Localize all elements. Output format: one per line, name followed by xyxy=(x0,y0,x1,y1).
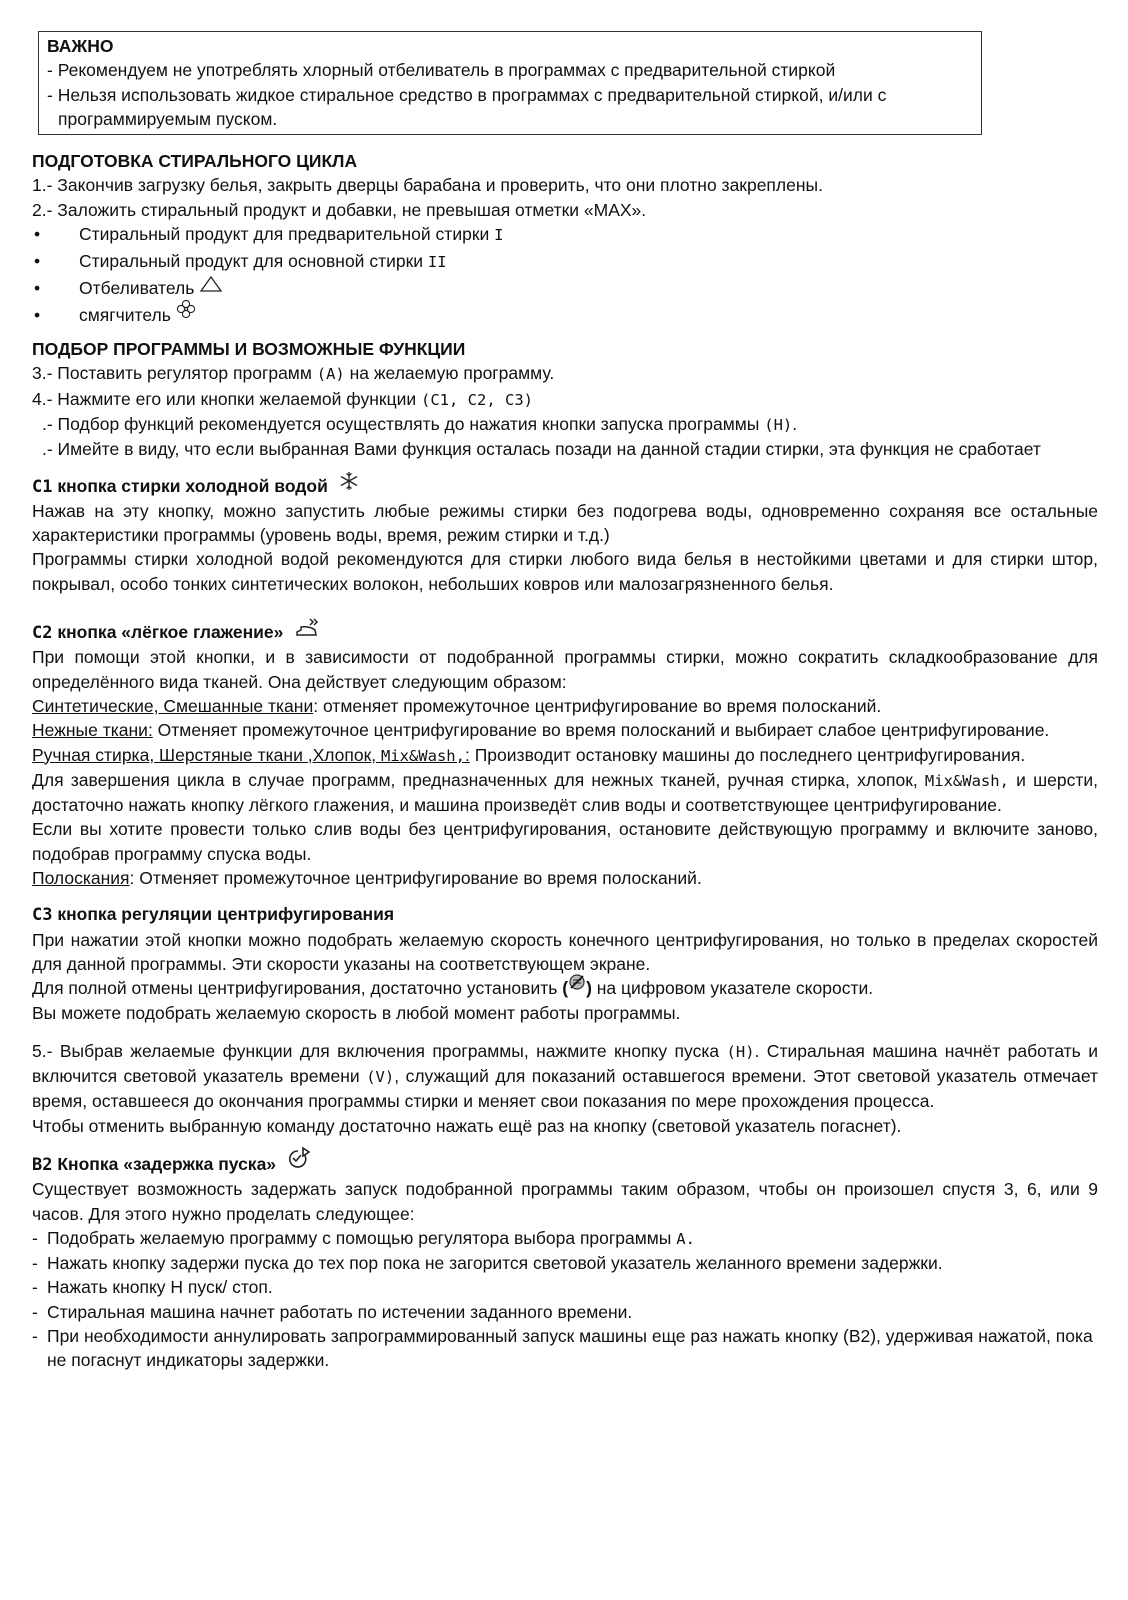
important-line: - Рекомендуем не употреблять хлорный отбеливатель в программах с предварительной стиркой xyxy=(47,60,836,81)
list-item: - При необходимости аннулировать запрограммированный запуск машины еще раз нажать кнопку (B2), удерживая нажатой, пока не погаснут индикаторы задержки. xyxy=(32,1326,1093,1371)
paragraph: Ручная стирка, Шерстяные ткани ,Хлопок, Mix&Wash,: Производит остановку машины до последнего центрифугирования. xyxy=(32,744,1026,765)
no-spin-icon xyxy=(568,973,586,991)
paragraph: Программы стирки холодной водой рекомендуются для стирки любого вида белья в нестойкими цветами и для стирки штор, покрывал, особо тонких синтетических волокон, небольших ковров или малозагрязненного белья. xyxy=(32,549,1098,594)
note-text: .- Подбор функций рекомендуется осуществлять до нажатия кнопки запуска программы (H). xyxy=(42,413,798,434)
c1-section xyxy=(32,474,1098,596)
step-text: 1.- Закончив загрузку белья, закрыть дверцы барабана и проверить, что они плотно закреплены. xyxy=(32,175,823,196)
paragraph: Вы можете подобрать желаемую скорость в любой момент работы программы. xyxy=(32,1002,681,1023)
select-section xyxy=(32,337,1098,461)
paragraph: 5.- Выбрав желаемые функции для включения программы, нажмите кнопку пуска (H). Стиральная машина начнёт работать и включится световой указатель времени (V), служащий для показаний оставшегося времени. Этот световой указатель отмечает время, оставшееся до окончания программы стирки и меняет свои показания по мере прохождения процесса. xyxy=(32,1040,1098,1112)
bullet-text: Отбеливатель xyxy=(79,278,195,299)
c2-heading: C2 кнопка «лёгкое глажение» xyxy=(32,620,1098,645)
list-item: - Нажать кнопку H пуск/ стоп. xyxy=(32,1277,273,1298)
paragraph: Существует возможность задержать запуск подобранной программы таким образом, чтобы он произошел спустя 3, 6, или 9 часов. Для этого нужно проделать следующее: xyxy=(32,1179,1098,1224)
delay-start-icon xyxy=(286,1146,312,1170)
section-title: ПОДБОР ПРОГРАММЫ И ВОЗМОЖНЫЕ ФУНКЦИИ xyxy=(32,339,466,360)
compartment-mark: I xyxy=(494,226,504,245)
paragraph: При помощи этой кнопки, и в зависимости от подобранной программы стирки, можно сократить складкообразование для определённого вида тканей. Она действует следующим образом: xyxy=(32,647,1098,692)
step-text: 2.- Заложить стиральный продукт и добавки, не превышая отметки «MAX». xyxy=(32,199,647,220)
paragraph: Полоскания: Отменяет промежуточное центрифугирование во время полосканий. xyxy=(32,868,702,889)
paragraph: Синтетические, Смешанные ткани: отменяет промежуточное центрифугирование во время полосканий. xyxy=(32,695,882,716)
b2-section xyxy=(32,1152,1098,1373)
important-title: ВАЖНО xyxy=(47,36,114,56)
bullet-item xyxy=(32,222,1098,249)
paragraph: При нажатии этой кнопки можно подобрать желаемую скорость конечного центрифугирования, но только в пределах скоростей для данной программы. Эти скорости указаны на соответствующем экране. xyxy=(32,929,1098,974)
flower-icon xyxy=(176,299,196,319)
b2-heading: B2 Кнопка «задержка пуска» xyxy=(32,1152,1098,1177)
snowflake-icon xyxy=(339,471,359,491)
prep-section xyxy=(32,149,1098,330)
compartment-mark: II xyxy=(427,253,447,272)
c1-heading: C1 кнопка стирки холодной водой xyxy=(32,474,1098,499)
bullet-icon: • xyxy=(34,278,41,299)
bullet-icon: • xyxy=(34,305,41,326)
paragraph: Для завершения цикла в случае программ, предназначенных для нежных тканей, ручная стирка, хлопок, Mix&Wash, и шерсти, достаточно нажать кнопку лёгкого глажения, и машина произведёт слив воды и соответствующее центрифугирование. xyxy=(32,769,1098,816)
step-text: 4.- Нажмите его или кнопки желаемой функции (C1, C2, C3) xyxy=(32,388,533,409)
bullet-text: Стиральный продукт для предварительной стирки xyxy=(79,224,490,245)
paragraph: Чтобы отменить выбранную команду достаточно нажать ещё раз на кнопку (световой указатель погаснет). xyxy=(32,1115,902,1136)
list-item: - Подобрать желаемую программу с помощью регулятора выбора программы A. xyxy=(32,1227,695,1248)
bullet-text: смягчитель xyxy=(79,305,171,326)
bullet-icon: • xyxy=(34,251,41,272)
c2-section xyxy=(32,620,1098,890)
note-text: .- Имейте в виду, что если выбранная Вами функция осталась позади на данной стадии стирки, эта функция не сработает xyxy=(42,439,1041,460)
paragraph: Нежные ткани: Отменяет промежуточное центрифугирование во время полосканий и выбирает слабое центрифугирование. xyxy=(32,720,1050,741)
c3-heading: C3 кнопка регуляции центрифугирования xyxy=(32,904,395,926)
list-item: - Нажать кнопку задержи пуска до тех пор пока не загорится световой указатель желанного времени задержки. xyxy=(32,1253,943,1274)
step5-section xyxy=(32,1039,1098,1138)
paragraph: Нажав на эту кнопку, можно запустить любые режимы стирки без подогрева воды, одновременно сохраняя все остальные характеристики программы (уровень воды, время, режим стирки и т.д.) xyxy=(32,500,1098,546)
document-page xyxy=(32,31,1098,1373)
list-item: - Стиральная машина начнет работать по истечении заданного времени. xyxy=(32,1301,633,1322)
paragraph: Для полной отмены центрифугирования, достаточно установить ( ) на цифровом указателе скорости. xyxy=(32,976,1098,1000)
important-box xyxy=(38,31,982,135)
bullet-item xyxy=(32,303,1098,330)
paragraph: Если вы хотите провести только слив воды без центрифугирования, остановите действующую программу и включите заново, подобрав программу спуска воды. xyxy=(32,819,1098,864)
step-text: 3.- Поставить регулятор программ (A) на желаемую программу. xyxy=(32,363,555,384)
bullet-icon: • xyxy=(34,224,41,245)
important-line: - Нельзя использовать жидкое стиральное средство в программах с предварительной стиркой, и/или с программируемым пуском. xyxy=(47,84,887,129)
c3-section xyxy=(32,902,1098,1024)
triangle-icon xyxy=(199,275,223,293)
bullet-text: Стиральный продукт для основной стирки xyxy=(79,251,424,272)
section-title: ПОДГОТОВКА СТИРАЛЬНОГО ЦИКЛА xyxy=(32,151,358,172)
easy-iron-icon xyxy=(294,616,322,638)
bullet-item xyxy=(32,249,1098,276)
